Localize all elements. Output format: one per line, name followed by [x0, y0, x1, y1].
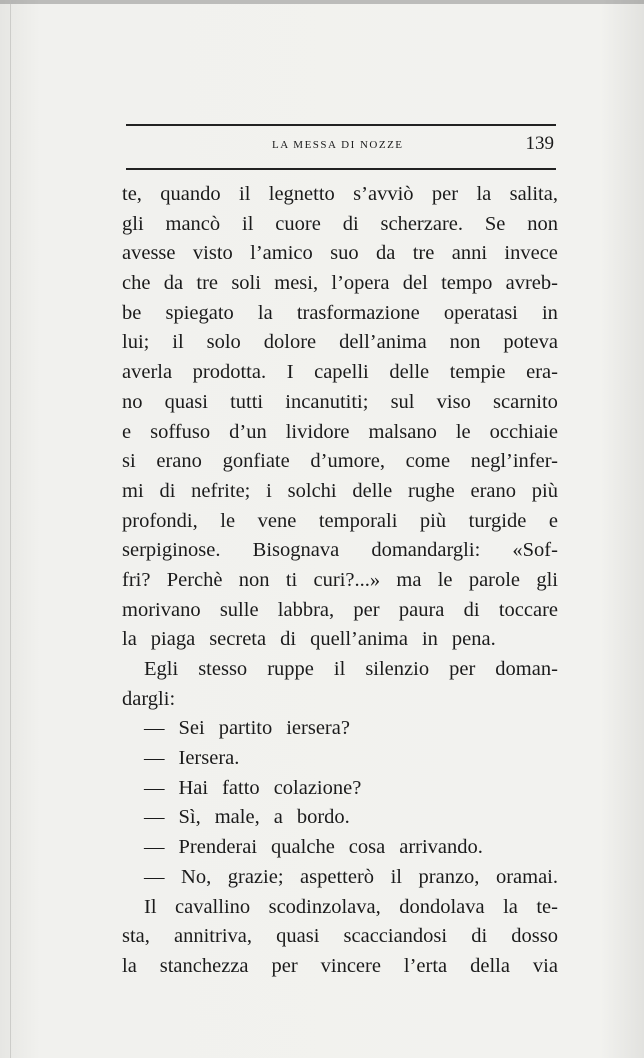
- word: le: [220, 509, 236, 532]
- word: nefrite;: [191, 479, 251, 502]
- word: per: [271, 954, 298, 977]
- word: silenzio: [365, 658, 430, 680]
- word: domandargli:: [371, 539, 481, 562]
- word: «Sof-: [512, 539, 558, 562]
- word: piaga: [150, 628, 196, 651]
- word: partito: [218, 717, 273, 740]
- word: male,: [214, 806, 260, 829]
- word: Se: [484, 212, 506, 235]
- word: il: [239, 183, 251, 205]
- word: vene: [257, 509, 297, 532]
- text-line: [122, 744, 558, 774]
- word: incanutiti;: [285, 390, 369, 413]
- word: le: [437, 568, 453, 591]
- word: Sei: [178, 717, 205, 740]
- word: morivano: [122, 598, 201, 621]
- word: gli: [536, 568, 558, 591]
- word: non: [527, 212, 558, 235]
- text-line: [122, 328, 558, 358]
- word: della: [470, 954, 510, 977]
- text-line: [122, 566, 558, 596]
- word: per: [449, 658, 476, 680]
- word: prodotta.: [192, 361, 267, 384]
- header-rule-bottom: [126, 168, 556, 170]
- word: il: [242, 212, 254, 235]
- word: lividore: [285, 420, 350, 443]
- word: la: [257, 301, 273, 324]
- word: scherzare.: [380, 212, 464, 235]
- text-line: [122, 269, 558, 299]
- word: la: [476, 183, 492, 205]
- text-line: [122, 210, 558, 240]
- word: quando: [160, 183, 221, 205]
- word: bordo.: [296, 806, 350, 829]
- word: avesse: [122, 242, 176, 265]
- text-line: [122, 833, 558, 863]
- word: serpiginose.: [122, 539, 221, 562]
- word: scarnito: [493, 390, 558, 413]
- word: gonfiate: [222, 450, 290, 473]
- text-line: [122, 477, 558, 507]
- word: d’un: [229, 420, 267, 443]
- word: averla: [122, 361, 173, 384]
- word: di: [280, 628, 297, 651]
- text-line: [122, 774, 558, 804]
- word: doman-: [495, 658, 558, 680]
- word: il: [390, 865, 402, 888]
- word: l’amico: [250, 242, 313, 265]
- word: d’umore,: [310, 450, 385, 473]
- word: iersera?: [286, 717, 350, 740]
- header-rule-top: [126, 124, 556, 126]
- word: erano: [470, 479, 517, 502]
- word: —: [144, 865, 165, 888]
- body-text: [122, 180, 558, 982]
- word: in: [421, 628, 438, 651]
- word: paura: [398, 598, 445, 621]
- gutter-line: [10, 0, 11, 1058]
- text-line: [122, 388, 558, 418]
- word: Sì,: [178, 806, 201, 829]
- word: non: [238, 568, 270, 591]
- word: avreb-: [505, 272, 558, 295]
- word: capelli: [314, 361, 369, 384]
- word: via: [532, 954, 558, 977]
- word: sta,: [122, 925, 150, 948]
- word: no: [122, 390, 143, 413]
- word: e: [548, 509, 558, 532]
- word: dolore: [263, 331, 317, 354]
- word: viso: [436, 390, 471, 413]
- word: di: [471, 925, 488, 948]
- word: —: [144, 717, 165, 740]
- word: curi?...»: [313, 568, 381, 591]
- word: grazie;: [227, 865, 284, 888]
- word: mesi,: [274, 272, 319, 295]
- word: aspetterò: [300, 865, 375, 888]
- text-line: [122, 507, 558, 537]
- word: temporali: [318, 509, 398, 532]
- word: l’erta: [403, 954, 448, 977]
- text-line: [122, 685, 558, 715]
- word: il: [172, 331, 184, 354]
- word: te,: [122, 183, 142, 205]
- word: tutti: [230, 390, 264, 413]
- word: a: [273, 806, 283, 829]
- word: dargli:: [122, 687, 176, 710]
- word: cosa: [348, 836, 386, 859]
- text-line: [122, 803, 558, 833]
- word: non: [449, 331, 481, 354]
- text-line: [122, 863, 558, 893]
- word: occhiaie: [489, 420, 558, 443]
- word: dondolava: [399, 895, 485, 918]
- word: Hai: [178, 776, 209, 799]
- word: operatasi: [443, 301, 518, 324]
- word: turgide: [468, 509, 527, 532]
- word: poteva: [503, 331, 558, 354]
- word: per: [431, 183, 459, 205]
- word: s’avviò: [353, 183, 414, 205]
- word: malsano: [368, 420, 437, 443]
- word: salita,: [509, 183, 558, 205]
- word: fri?: [122, 568, 151, 591]
- word: più: [531, 479, 558, 502]
- scan-edge: [0, 0, 644, 4]
- word: la: [503, 895, 518, 918]
- word: qualche: [271, 836, 335, 859]
- word: annitriva,: [174, 925, 253, 948]
- word: dell’anima: [339, 331, 427, 354]
- word: Egli: [144, 658, 179, 680]
- word: profondi,: [122, 509, 198, 532]
- word: di: [342, 212, 359, 235]
- word: tre: [412, 242, 435, 265]
- word: ma: [396, 568, 422, 591]
- word: erano: [156, 450, 202, 473]
- word: Perchè: [166, 568, 223, 591]
- word: si: [122, 450, 136, 473]
- text-line: [122, 893, 558, 923]
- word: visto: [192, 242, 233, 265]
- word: la: [122, 628, 137, 651]
- word: be: [122, 301, 142, 324]
- word: scacciandosi: [343, 925, 448, 948]
- word: soffuso: [150, 420, 211, 443]
- word: Il: [144, 895, 157, 918]
- word: i: [266, 479, 272, 502]
- word: la: [122, 954, 137, 977]
- word: spiegato: [165, 301, 234, 324]
- word: gli: [122, 212, 144, 235]
- text-line: [122, 952, 558, 982]
- word: dosso: [511, 925, 558, 948]
- word: labbra,: [277, 598, 335, 621]
- text-line: [122, 714, 558, 744]
- word: solchi: [287, 479, 337, 502]
- word: parole: [468, 568, 521, 591]
- text-line: [122, 299, 558, 329]
- page-number: 139: [525, 133, 554, 154]
- word: stanchezza: [159, 954, 249, 977]
- word: tre: [196, 272, 219, 295]
- word: quell’anima: [310, 628, 408, 651]
- word: sulle: [219, 598, 259, 621]
- word: l’opera: [331, 272, 390, 295]
- word: —: [144, 776, 165, 799]
- word: da: [376, 242, 396, 265]
- word: e: [122, 420, 132, 443]
- word: pranzo,: [418, 865, 480, 888]
- word: stesso: [198, 658, 248, 680]
- word: suo: [330, 242, 359, 265]
- word: negl’infer-: [470, 450, 558, 473]
- word: cavallino: [175, 895, 251, 918]
- word: pena.: [451, 628, 496, 651]
- running-title: LA MESSA DI NOZZE: [272, 139, 404, 151]
- word: colazione?: [273, 776, 362, 799]
- word: era-: [526, 361, 558, 384]
- word: delle: [352, 479, 393, 502]
- word: Bisognava: [252, 539, 340, 562]
- word: oramai.: [495, 865, 558, 888]
- word: No,: [181, 865, 212, 888]
- word: anni: [451, 242, 488, 265]
- text-line: [122, 358, 558, 388]
- word: I: [286, 361, 294, 384]
- word: ruppe: [267, 658, 314, 680]
- word: per: [353, 598, 380, 621]
- word: legnetto: [268, 183, 335, 205]
- word: vincere: [320, 954, 381, 977]
- word: Iersera.: [178, 747, 240, 770]
- word: sul: [390, 390, 415, 413]
- word: il: [333, 658, 346, 680]
- word: delle: [389, 361, 430, 384]
- word: mi: [122, 479, 144, 502]
- word: di: [463, 598, 480, 621]
- text-line: [122, 625, 558, 655]
- page-header: [126, 124, 556, 172]
- text-line: [122, 418, 558, 448]
- word: solo: [206, 331, 241, 354]
- word: fatto: [222, 776, 260, 799]
- word: —: [144, 747, 165, 770]
- word: mancò: [165, 212, 221, 235]
- text-line: [122, 447, 558, 477]
- word: che: [122, 272, 151, 295]
- word: soli: [231, 272, 261, 295]
- word: quasi: [276, 925, 320, 948]
- word: tempie: [449, 361, 506, 384]
- word: di: [159, 479, 176, 502]
- word: invece: [504, 242, 558, 265]
- word: Prenderai: [178, 836, 258, 859]
- text-line: [122, 180, 558, 210]
- word: toccare: [498, 598, 558, 621]
- word: secreta: [209, 628, 267, 651]
- word: da: [163, 272, 184, 295]
- word: te-: [536, 895, 558, 918]
- word: lui;: [122, 331, 150, 354]
- word: —: [144, 806, 165, 829]
- word: arrivando.: [399, 836, 483, 859]
- text-line: [122, 536, 558, 566]
- text-line: [122, 239, 558, 269]
- word: cuore: [275, 212, 321, 235]
- word: le: [455, 420, 471, 443]
- word: in: [541, 301, 558, 324]
- word: del: [402, 272, 428, 295]
- word: più: [419, 509, 447, 532]
- word: ti: [285, 568, 298, 591]
- text-line: [122, 655, 558, 685]
- text-line: [122, 596, 558, 626]
- word: quasi: [164, 390, 208, 413]
- word: trasformazione: [296, 301, 420, 324]
- word: scodinzolava,: [268, 895, 381, 918]
- word: tempo: [441, 272, 493, 295]
- word: come: [405, 450, 451, 473]
- word: rughe: [408, 479, 455, 502]
- text-line: [122, 922, 558, 952]
- word: —: [144, 836, 165, 859]
